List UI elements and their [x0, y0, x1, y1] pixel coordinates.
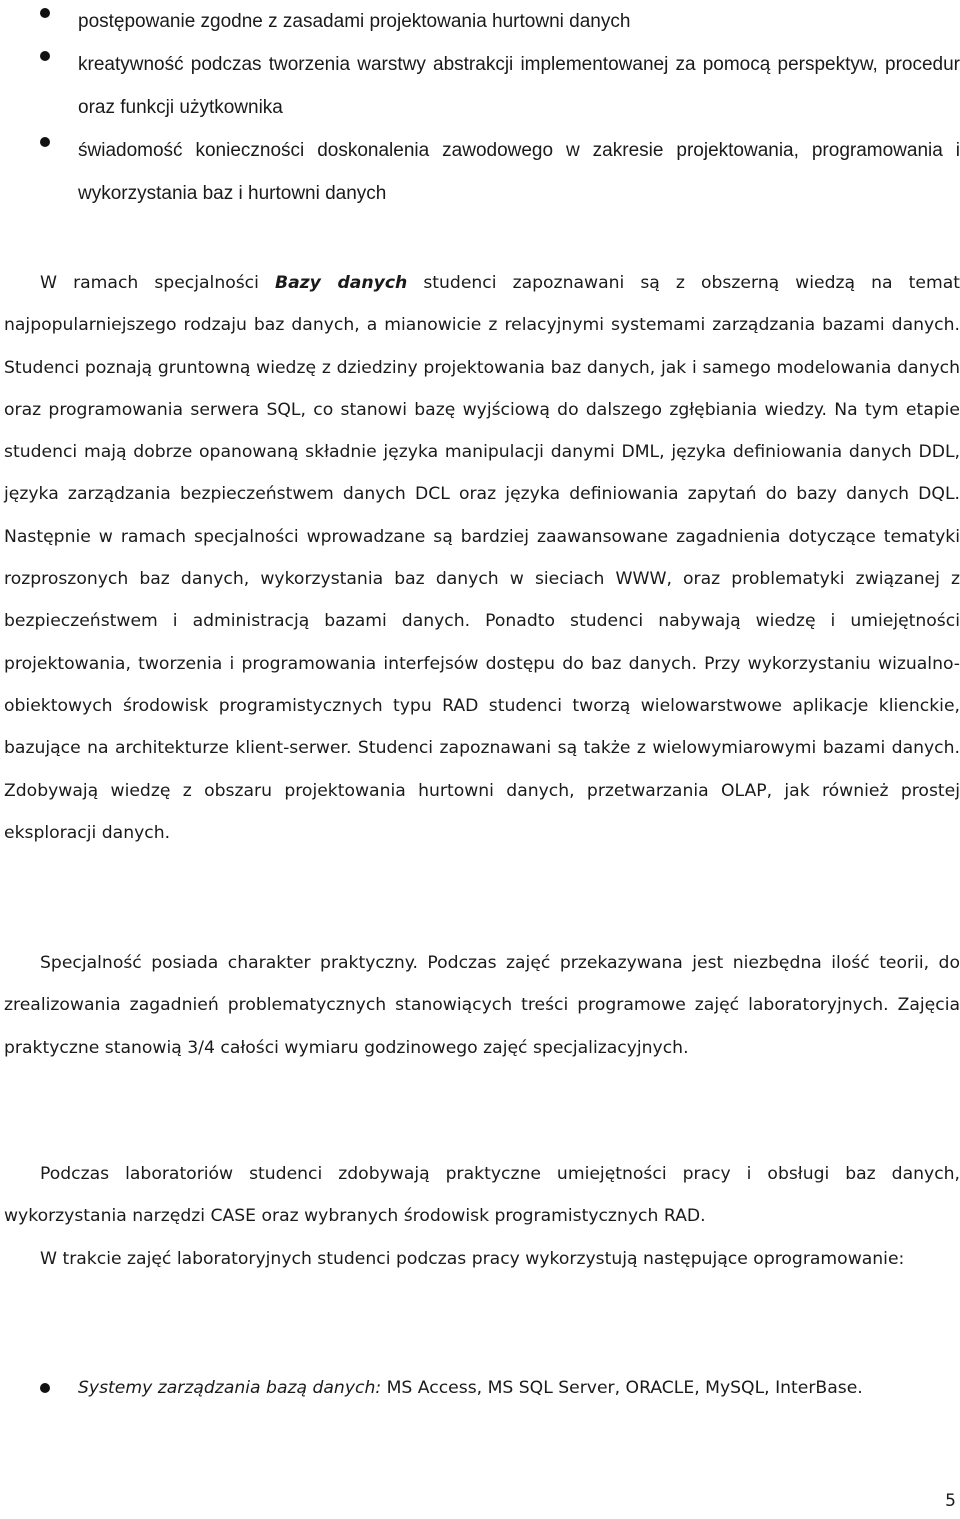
bullet-icon	[40, 51, 50, 61]
competence-bullet-list	[0, 0, 960, 215]
software-intro-paragraph: W trakcie zajęć laboratoryjnych studenci podczas pracy wykorzystują następujące oprogramowanie:	[40, 1249, 905, 1269]
list-item	[0, 0, 960, 43]
practical-character-paragraph: Specjalność posiada charakter praktyczny. Podczas zajęć przekazywana jest niezbędna ilość teorii, do zrealizowania zagadnień problematycznych stanowiących treści programowe zajęć laboratoryjnych. Zajęcia praktyczne stanowią 3/4 całości wymiaru godzinowego zajęć specjalizacyjnych.	[4, 953, 960, 1058]
laboratory-skills-paragraph: Podczas laboratoriów studenci zdobywają praktyczne umiejętności pracy i obsługi baz danych, wykorzystania narzędzi CASE oraz wybranych środowisk programistycznych RAD.	[4, 1164, 960, 1227]
software-bullet-list	[0, 1367, 960, 1409]
paragraph-text-rest: studenci zapoznawani są z obszerną wiedzą na temat najpopularniejszego rodzaju baz danych, a mianowicie z relacyjnymi systemami zarządzania bazami danych. Studenci poznają gruntowną wiedzę z dziedziny projektowania baz danych, jak i samego modelowania danych oraz programowania serwera SQL, co stanowi bazę wyjściową do dalszego zgłębiania wiedzy. Na tym etapie studenci mają dobrze opanowaną składnie języka manipulacji danymi DML, języka definiowania danych DDL, języka zarządzania bezpieczeństwem danych DCL oraz języka definiowania zapytań do bazy danych DQL. Następnie w ramach specjalności wprowadzane są bardziej zaawansowane zagadnienia dotyczące tematyki rozproszonych baz danych, wykorzystania baz danych w sieciach WWW, oraz problematyki związanej z bezpieczeństwem i administracją bazami danych. Ponadto studenci nabywają wiedzę i umiejętności projektowania, tworzenia i programowania interfejsów dostępu do baz danych. Przy wykorzystaniu wizualno-obiektowych środowisk programistycznych typu RAD studenci tworzą wielowarstwowe aplikacje klienckie, bazujące na architekturze klient-serwer. Studenci zapoznawani są także z wielowymiarowymi bazami danych. Zdobywają wiedzę z obszaru projektowania hurtowni danych, przetwarzania OLAP, jak również prostej eksploracji danych.	[4, 273, 960, 843]
specialization-description-paragraph	[4, 262, 960, 854]
specialization-name: Bazy danych	[274, 273, 408, 293]
list-item-text: postępowanie zgodne z zasadami projektowania hurtowni danych	[78, 11, 631, 32]
software-category-label: Systemy zarządzania bazą danych:	[78, 1378, 382, 1398]
bullet-icon	[40, 137, 50, 147]
list-item-text: kreatywność podczas tworzenia warstwy abstrakcji implementowanej za pomocą perspektyw, procedur oraz funkcji użytkownika	[78, 54, 960, 118]
software-list-text: MS Access, MS SQL Server, ORACLE, MySQL, InterBase.	[381, 1378, 863, 1398]
page-number: 5	[945, 1491, 956, 1511]
bullet-icon	[40, 8, 50, 18]
list-item-text: świadomość konieczności doskonalenia zawodowego w zakresie projektowania, programowania i wykorzystania baz i hurtowni danych	[78, 140, 960, 204]
list-item	[0, 129, 960, 215]
paragraph-text-start: W ramach specjalności	[40, 273, 275, 293]
bullet-icon	[40, 1383, 50, 1393]
list-item	[0, 43, 960, 129]
list-item	[0, 1367, 960, 1409]
